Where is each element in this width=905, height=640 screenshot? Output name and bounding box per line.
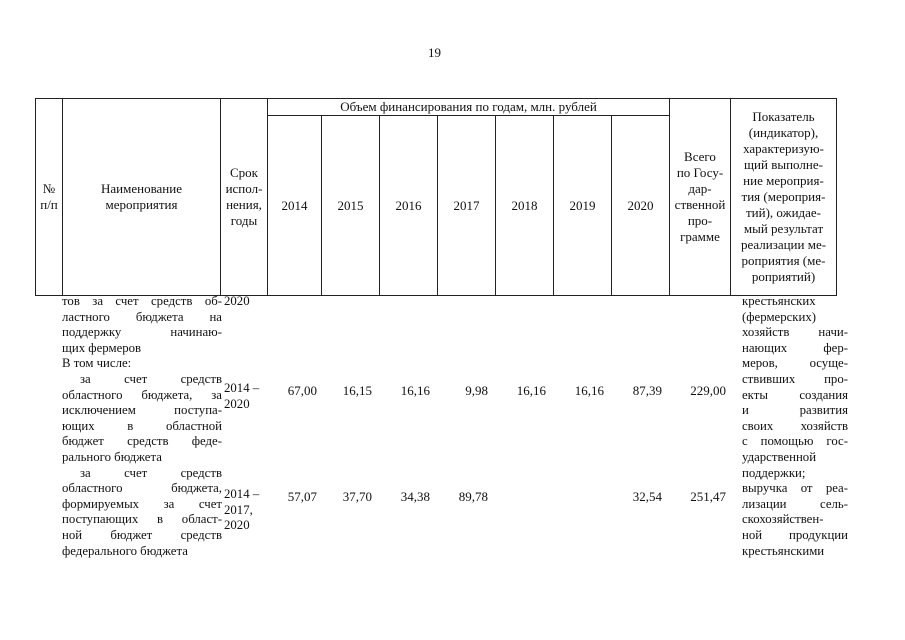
- indicator-line: екты создания: [742, 387, 848, 402]
- value-cell: 57,07: [287, 489, 317, 504]
- indicator-line: выручка от реа-: [742, 481, 848, 496]
- term-row2: [224, 487, 274, 534]
- total-cell: 251,47: [690, 489, 726, 504]
- indicator-line: (фермерских): [742, 309, 817, 324]
- header-num: № п/п: [36, 99, 63, 296]
- indicator-line: и развития: [742, 403, 848, 418]
- value-cell: 37,70: [342, 489, 372, 504]
- header-year: 2015: [322, 116, 380, 296]
- indicator-line: ной продукции: [742, 527, 848, 542]
- name-line: федерального бюджета: [62, 543, 188, 558]
- name-line: поступающих в област-: [62, 512, 222, 527]
- name-line: бюджет средств феде-: [62, 434, 222, 449]
- term-row1: [224, 381, 274, 412]
- header-term: Срок испол- нения, годы: [221, 99, 268, 296]
- subtitle: В том числе:: [62, 356, 132, 371]
- value-cell: 16,16: [400, 383, 430, 398]
- table-header: [35, 98, 837, 296]
- name-line: поддержку начинаю-: [62, 325, 222, 340]
- indicator-line: хозяйств начи-: [742, 325, 848, 340]
- header-year: 2020: [612, 116, 670, 296]
- indicator-line: нающих фер-: [742, 340, 848, 355]
- term-intro: 2020: [224, 294, 250, 308]
- indicator-line: меров, осуще-: [742, 356, 848, 371]
- term-line: 2020: [224, 396, 250, 411]
- value-cell: 32,54: [632, 489, 662, 504]
- value-cell: 16,15: [342, 383, 372, 398]
- total-cell: 229,00: [690, 383, 726, 398]
- value-cell: 67,00: [287, 383, 317, 398]
- name-line: исключением поступа-: [62, 403, 222, 418]
- header-year: 2014: [268, 116, 322, 296]
- header-name: Наименование мероприятия: [63, 99, 221, 296]
- indicator-line: с помощью гос-: [742, 434, 848, 449]
- name-line: щих фермеров: [62, 340, 142, 355]
- header-year: 2018: [496, 116, 554, 296]
- name-line: рального бюджета: [62, 449, 162, 464]
- header-year: 2016: [380, 116, 438, 296]
- indicator-line: поддержки;: [742, 465, 806, 480]
- indicator-line: своих хозяйств: [742, 418, 848, 433]
- name-line: формируемых за счет: [62, 496, 222, 511]
- value-cell: 87,39: [632, 383, 662, 398]
- name-line: областного бюджета,: [62, 481, 222, 496]
- indicator-line: лизации сель-: [742, 496, 848, 511]
- indicator-line: ствивших про-: [742, 371, 848, 386]
- indicator-line: скохозяйствен-: [742, 512, 824, 527]
- name-line: за счет средств: [80, 465, 222, 480]
- header-financing-title: Объем финансирования по годам, млн. рублей: [268, 99, 670, 116]
- value-cell: 16,16: [574, 383, 604, 398]
- header-total: Всего по Госу- дар- ственной про- грамме: [670, 99, 731, 296]
- value-cell: 89,78: [458, 489, 488, 504]
- indicator-line: ударственной: [742, 449, 817, 464]
- value-cell: 34,38: [400, 489, 430, 504]
- indicator-line: крестьянских: [742, 294, 816, 308]
- name-line: ющих в областной: [62, 418, 222, 433]
- indicator-line: крестьянскими: [742, 543, 825, 558]
- activity-name-column: [62, 294, 222, 559]
- term-line: 2020: [224, 518, 250, 533]
- header-year: 2019: [554, 116, 612, 296]
- name-line: за счет средств: [80, 371, 222, 386]
- header-indicator: Показатель (индикатор), характеризую- щий выполне- ние мероприя- тия (мероприя- тий), ожидае- мый результат реализации ме- роприятия (ме- роприятий): [731, 99, 837, 296]
- page-number: 19: [428, 45, 441, 60]
- header-year: 2017: [438, 116, 496, 296]
- term-line: 2014 –: [224, 381, 260, 395]
- name-line: ной бюджет средств: [62, 527, 222, 542]
- term-line: 2014 –: [224, 487, 260, 501]
- indicator-column: [742, 294, 848, 559]
- name-line: тов за счет средств об-: [62, 294, 222, 308]
- term-line: 2017,: [224, 502, 253, 517]
- name-line: областного бюджета, за: [62, 387, 222, 402]
- name-line: ластного бюджета на: [62, 309, 222, 324]
- value-cell: 9,98: [465, 383, 488, 398]
- value-cell: 16,16: [516, 383, 546, 398]
